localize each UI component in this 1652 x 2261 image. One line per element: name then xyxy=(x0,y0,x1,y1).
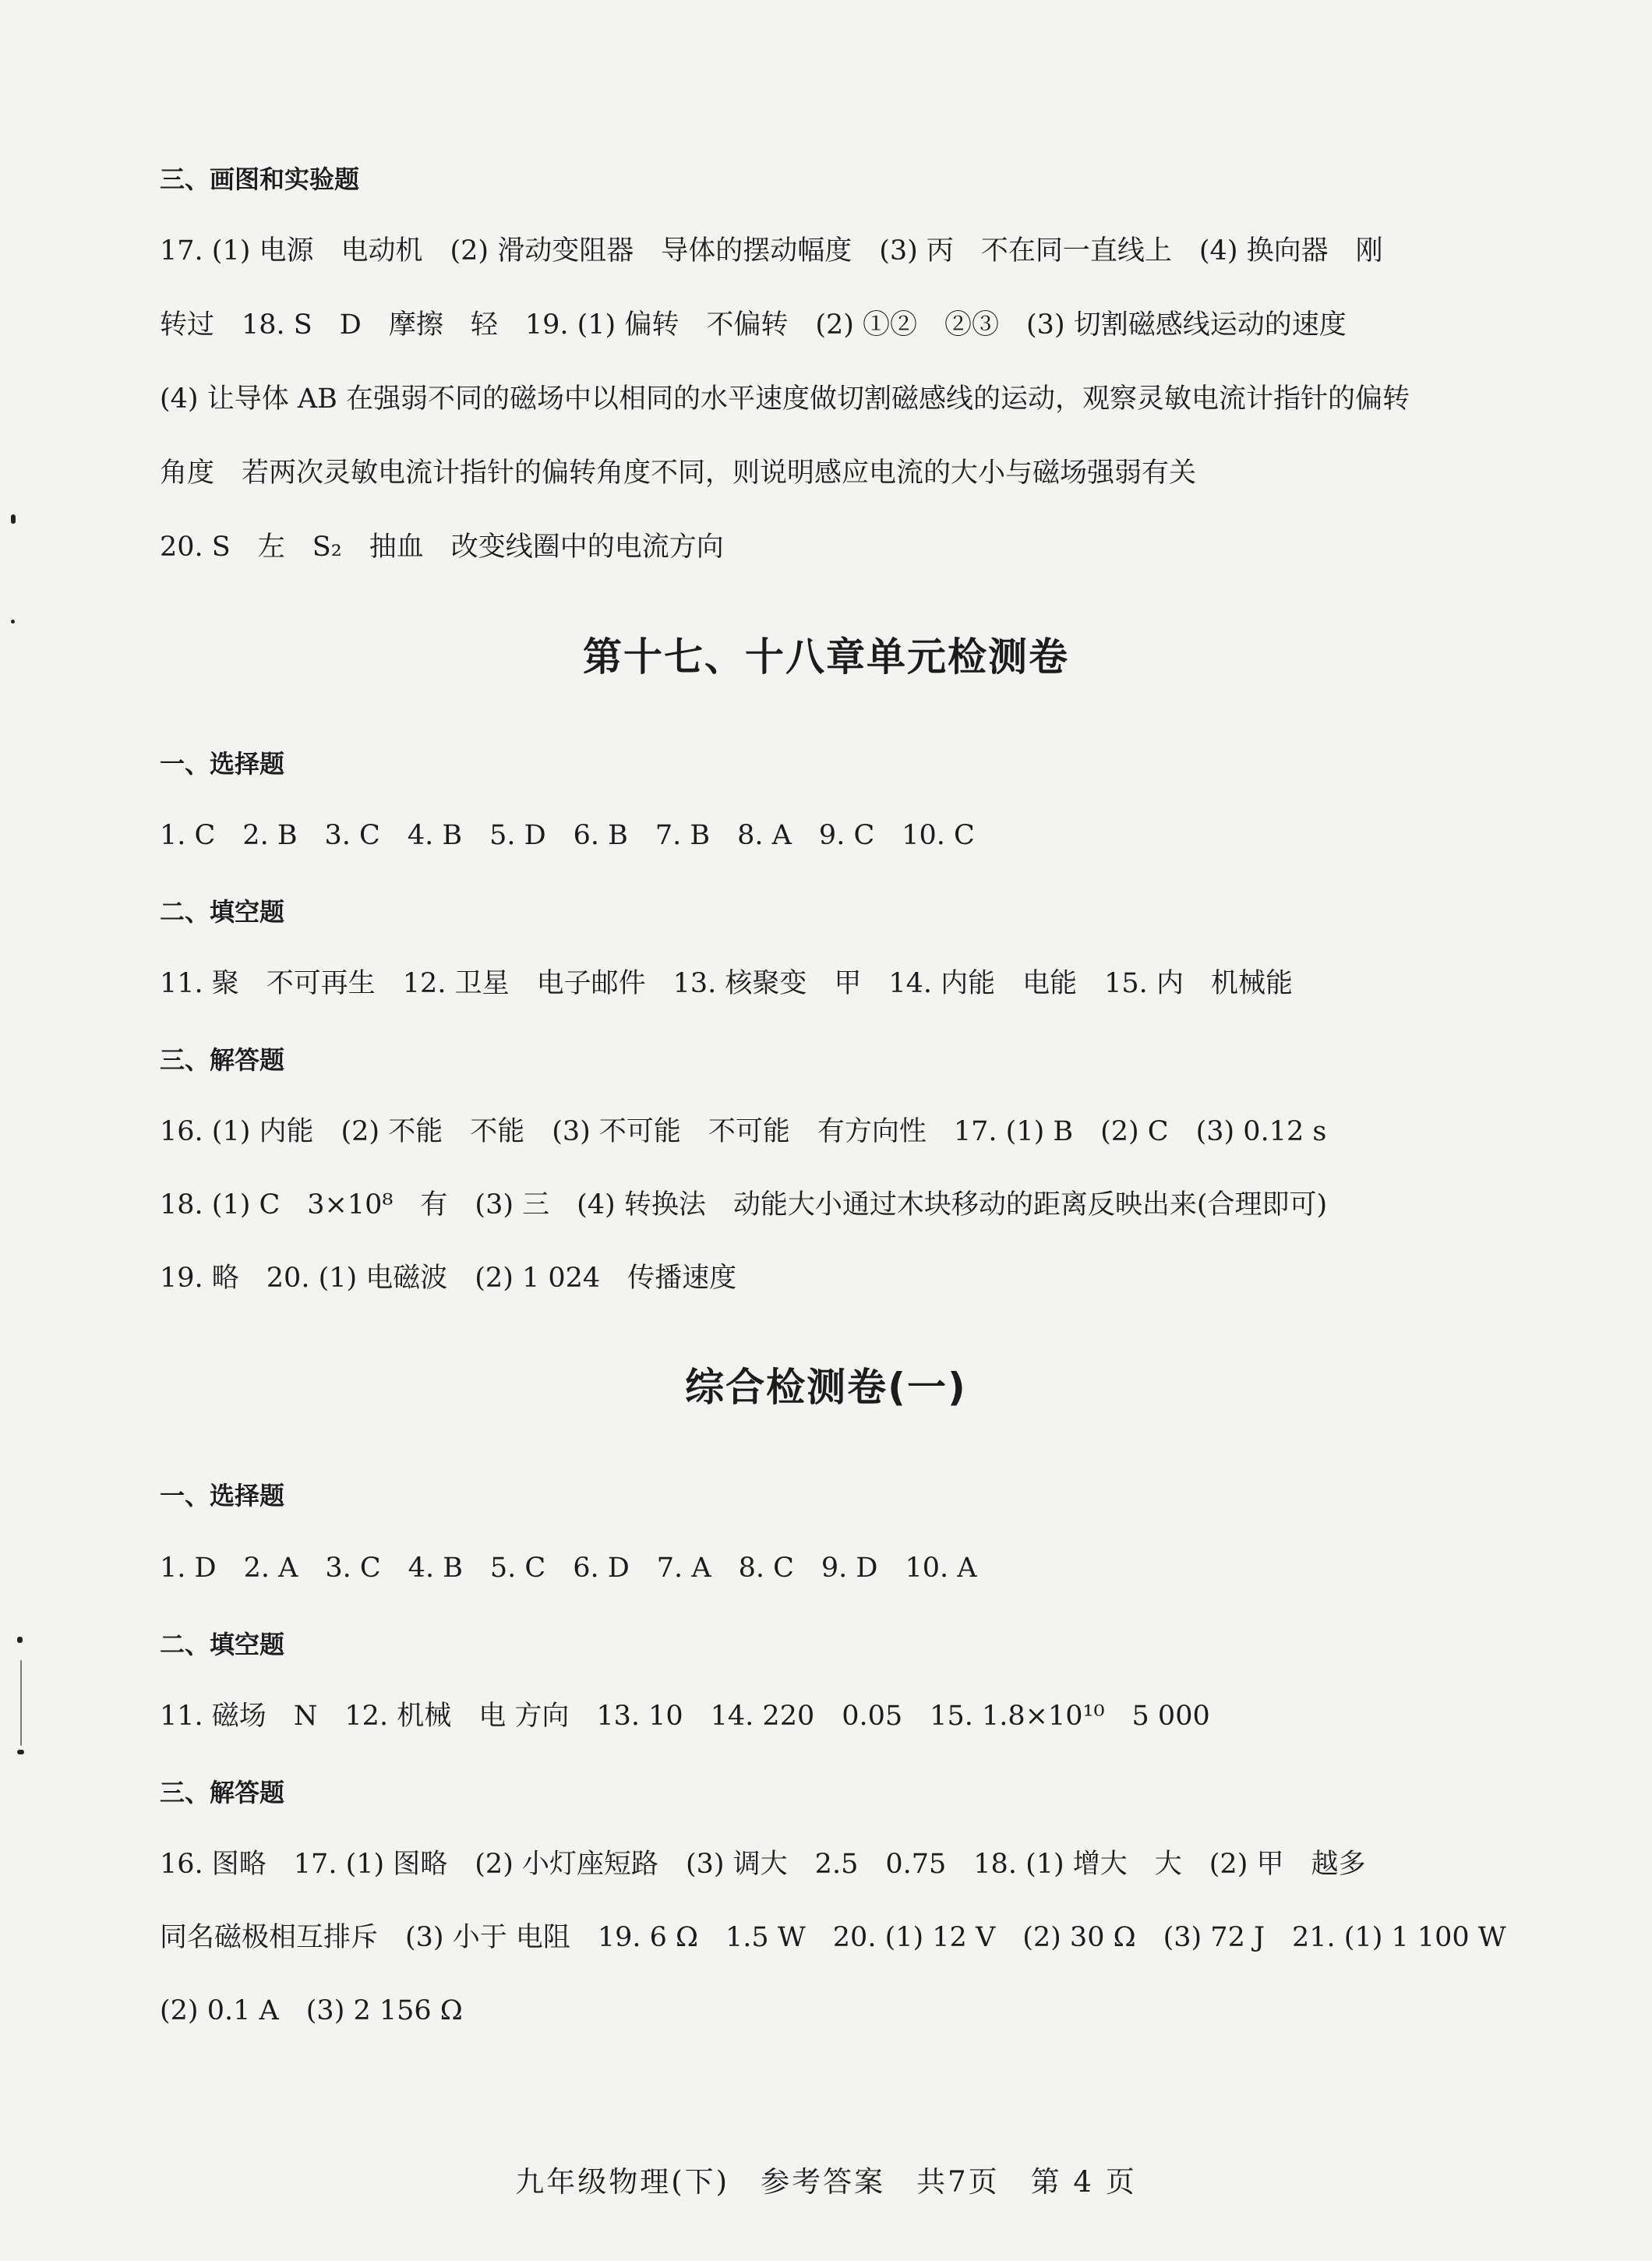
section-heading-solve: 三、解答题 xyxy=(160,1045,285,1075)
chapter-title-17-18: 第十七、十八章单元检测卷 xyxy=(583,634,1069,680)
binding-mark xyxy=(11,514,16,524)
section-heading-choice: 一、选择题 xyxy=(160,1481,285,1510)
section-heading-fill: 二、填空题 xyxy=(160,897,285,927)
answer-line: 1. D 2. A 3. C 4. B 5. C 6. D 7. A 8. C 9. D 10. A xyxy=(160,1553,977,1584)
binding-mark xyxy=(11,620,15,624)
section-heading-drawing-experiment: 三、画图和实验题 xyxy=(160,164,360,194)
answer-line: 11. 磁场 N 12. 机械 电 方向 13. 10 14. 220 0.05 15. 1.8×10¹⁰ 5 000 xyxy=(160,1701,1210,1732)
answer-line: (2) 0.1 A (3) 2 156 Ω xyxy=(160,1995,463,2026)
answer-line: 18. (1) C 3×10⁸ 有 (3) 三 (4) 转换法 动能大小通过木块移动的距离反映出来(合理即可) xyxy=(160,1189,1328,1221)
answer-line: 角度 若两次灵敏电流计指针的偏转角度不同，则说明感应电流的大小与磁场强弱有关 xyxy=(160,457,1197,489)
answer-line: 17. (1) 电源 电动机 (2) 滑动变阻器 导体的摆动幅度 (3) 丙 不在同一直线上 (4) 换向器 刚 xyxy=(160,235,1383,267)
page-footer: 九年级物理(下) 参考答案 共7页 第 4 页 xyxy=(515,2165,1137,2199)
binding-mark xyxy=(17,1750,24,1754)
answer-line: 同名磁极相互排斥 (3) 小于 电阻 19. 6 Ω 1.5 W 20. (1) 12 V (2) 30 Ω (3) 72 J 21. (1) 1 100 W xyxy=(160,1922,1506,1953)
section-heading-solve: 三、解答题 xyxy=(160,1778,285,1807)
section-heading-fill: 二、填空题 xyxy=(160,1630,285,1659)
answer-line: 16. 图略 17. (1) 图略 (2) 小灯座短路 (3) 调大 2.5 0.75 18. (1) 增大 大 (2) 甲 越多 xyxy=(160,1849,1366,1880)
binding-mark xyxy=(20,1660,22,1746)
answer-line: 19. 略 20. (1) 电磁波 (2) 1 024 传播速度 xyxy=(160,1263,737,1294)
answer-line: 11. 聚 不可再生 12. 卫星 电子邮件 13. 核聚变 甲 14. 内能 电能 15. 内 机械能 xyxy=(160,968,1293,999)
answer-line: 转过 18. S D 摩擦 轻 19. (1) 偏转 不偏转 (2) ①② ②③ (3) 切割磁感线运动的速度 xyxy=(160,309,1347,341)
answer-line: 16. (1) 内能 (2) 不能 不能 (3) 不可能 不可能 有方向性 17. (1) B (2) C (3) 0.12 s xyxy=(160,1116,1327,1147)
answer-line: 20. S 左 S₂ 抽血 改变线圈中的电流方向 xyxy=(160,532,724,563)
chapter-title-comprehensive-1: 综合检测卷(一) xyxy=(685,1365,967,1410)
answer-line: 1. C 2. B 3. C 4. B 5. D 6. B 7. B 8. A 9. C 10. C xyxy=(160,820,975,851)
section-heading-choice: 一、选择题 xyxy=(160,749,285,779)
answer-line: (4) 让导体 AB 在强弱不同的磁场中以相同的水平速度做切割磁感线的运动，观察灵敏电流计指针的偏转 xyxy=(160,383,1410,415)
binding-mark xyxy=(17,1637,23,1643)
